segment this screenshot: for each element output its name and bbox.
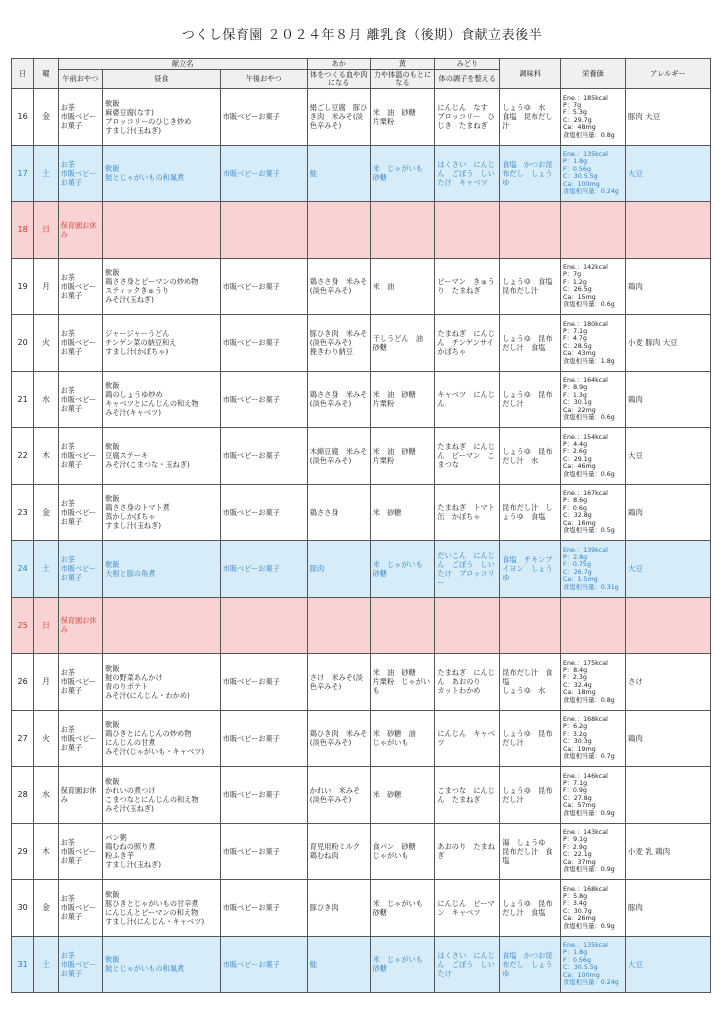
allergy-cell: 豚肉: [625, 880, 710, 937]
nutrition-cell: [561, 710, 626, 767]
lunch-cell: 軟飯 鮭とじゃがいもの和風煮: [103, 145, 221, 202]
pm-snack-cell: 市販ベビーお菓子: [220, 89, 307, 146]
header-weekday: 曜: [34, 59, 58, 89]
allergy-cell: [625, 202, 710, 259]
table-header: [12, 59, 711, 89]
header-yellow-sub: 力や体温のもとになる: [370, 70, 435, 89]
green-foods-cell: はくさい にんじん ごぼう しいたけ キャベツ: [435, 145, 500, 202]
table-row: [12, 541, 711, 598]
allergy-cell: [625, 767, 710, 824]
nutrition-cell: [561, 541, 626, 598]
lunch-cell: 軟飯 大根と豚の角煮: [103, 541, 221, 598]
pm-snack-cell: 市販ベビーお菓子: [220, 371, 307, 428]
table-row: [12, 484, 711, 541]
table-row: [12, 371, 711, 428]
red-foods-cell: [307, 597, 370, 654]
day-cell: 16: [12, 89, 34, 146]
am-snack-cell: お茶 市販ベビー お菓子: [58, 880, 103, 937]
red-foods-cell: 鮭: [307, 145, 370, 202]
weekday-cell: 火: [34, 710, 58, 767]
weekday-cell: 水: [34, 767, 58, 824]
seasoning-cell: 食塩 チキンブイヨン しょうゆ: [500, 541, 561, 598]
seasoning-cell: 昆布だし汁 しょうゆ 食塩: [500, 484, 561, 541]
am-snack-cell: 保育園お休み: [58, 767, 103, 824]
green-foods-cell: にんじん キャベツ: [435, 710, 500, 767]
salt-equivalent: 食塩相当量：0.24g: [563, 188, 619, 196]
allergy-cell: 小麦 乳 鶏肉: [625, 823, 710, 880]
nutrition-cell: [561, 880, 626, 937]
pm-snack-cell: 市販ベビーお菓子: [220, 880, 307, 937]
nutrition-cell: [561, 654, 626, 711]
nutrition-cell: [561, 484, 626, 541]
yellow-foods-cell: 米 油 砂糖 片栗粉: [370, 428, 435, 485]
nutrition-values: Ene.：135kcal P：1.8g F：0.56g C：30.5.5g Ca：100mg: [563, 942, 608, 979]
red-foods-cell: 育児用粉ミルク 鶏むね肉: [307, 823, 370, 880]
red-foods-cell: 豚肉: [307, 541, 370, 598]
day-cell: 24: [12, 541, 34, 598]
seasoning-cell: しょうゆ 昆布だし汁: [500, 710, 561, 767]
table-row: [12, 936, 711, 993]
weekday-cell: 日: [34, 202, 58, 259]
day-cell: 25: [12, 597, 34, 654]
header-day: 日: [12, 59, 34, 89]
nutrition-values: Ene.：168kcal P：5.8g F：3.4g C：30.7g Ca：26mg: [563, 885, 608, 923]
allergy-cell: 小麦 豚肉 大豆: [625, 315, 710, 372]
green-foods-cell: にんじん なす ブロッコリー ひじき たまねぎ: [435, 89, 500, 146]
red-foods-cell: 鶏ささ身 米みそ(淡色辛みそ): [307, 258, 370, 315]
nutrition-values: Ene.：154kcal P：4.4g F：2.6g C：29.1g Ca：46mg: [563, 433, 608, 471]
seasoning-cell: しょうゆ 昆布だし汁 食塩: [500, 880, 561, 937]
nutrition-cell: [561, 823, 626, 880]
day-cell: 23: [12, 484, 34, 541]
lunch-cell: [103, 597, 221, 654]
seasoning-cell: しょうゆ 昆布だし汁: [500, 767, 561, 824]
table-row: [12, 767, 711, 824]
green-foods-cell: たまねぎ にんじん チンゲンサイ かぼちゃ: [435, 315, 500, 372]
yellow-foods-cell: 米 じゃがいも 砂糖: [370, 936, 435, 993]
menu-table: [11, 58, 711, 993]
weekday-cell: 金: [34, 484, 58, 541]
am-snack-cell: お茶 市販ベビー お菓子: [58, 484, 103, 541]
red-foods-cell: 豚ひき肉: [307, 880, 370, 937]
header-yellow: 黄: [370, 59, 435, 70]
green-foods-cell: [435, 202, 500, 259]
header-menu: 献立名: [58, 59, 307, 70]
allergy-cell: 大豆: [625, 936, 710, 993]
day-cell: 27: [12, 710, 34, 767]
allergy-cell: 豚肉 大豆: [625, 89, 710, 146]
allergy-cell: さけ: [625, 654, 710, 711]
yellow-foods-cell: 食パン 砂糖 じゃがいも: [370, 823, 435, 880]
yellow-foods-cell: 米 砂糖: [370, 484, 435, 541]
allergy-cell: 鶏肉: [625, 484, 710, 541]
yellow-foods-cell: 米 じゃがいも 砂糖: [370, 541, 435, 598]
lunch-cell: 軟飯 豚ひきとじゃがいもの甘辛煮 にんじんとピーマンの和え物 すまし汁(にんじん・キャベツ): [103, 880, 221, 937]
lunch-cell: ジャージャーうどん チンゲン菜の納豆和え すまし汁(かぼちゃ): [103, 315, 221, 372]
pm-snack-cell: 市販ベビーお菓子: [220, 541, 307, 598]
seasoning-cell: しょうゆ 昆布だし汁: [500, 371, 561, 428]
allergy-cell: 鶏肉: [625, 371, 710, 428]
page-title: つくし保育園 ２０２４年８月 離乳食（後期）食献立表後半: [181, 28, 543, 43]
green-foods-cell: はくさい にんじん ごぼう しいたけ: [435, 936, 500, 993]
am-snack-cell: お茶 市販ベビー お菓子: [58, 315, 103, 372]
nutrition-cell: [561, 89, 626, 146]
day-cell: 17: [12, 145, 34, 202]
salt-equivalent: 食塩相当量：0.6g: [563, 414, 615, 422]
allergy-cell: 大豆: [625, 541, 710, 598]
salt-equivalent: 食塩相当量：0.8g: [563, 696, 615, 704]
nutrition-cell: [561, 315, 626, 372]
red-foods-cell: 木綿豆腐 米みそ(淡色辛みそ): [307, 428, 370, 485]
header-seasoning: 調味料: [500, 59, 561, 89]
lunch-cell: [103, 202, 221, 259]
lunch-cell: 軟飯 麻婆豆腐(なす) ブロッコリーのひじき炒め すまし汁(玉ねぎ): [103, 89, 221, 146]
red-foods-cell: 絹ごし豆腐 豚ひき肉 米みそ(淡色辛みそ): [307, 89, 370, 146]
seasoning-cell: しょうゆ 昆布だし汁 水: [500, 428, 561, 485]
yellow-foods-cell: 米 じゃがいも 砂糖: [370, 145, 435, 202]
nutrition-values: Ene.：143kcal P：9.1g F：2.9g C：22.1g Ca：37mg: [563, 829, 608, 866]
nutrition-values: Ene.：180kcal P：7.1g F：4.7g C：28.5g Ca：43mg: [563, 320, 608, 358]
green-foods-cell: たまねぎ にんじん ピーマン こまつな: [435, 428, 500, 485]
header-pm-snack: 午後おやつ: [220, 70, 307, 89]
green-foods-cell: ピーマン きゅうり たまねぎ: [435, 258, 500, 315]
yellow-foods-cell: 米 油: [370, 258, 435, 315]
pm-snack-cell: [220, 597, 307, 654]
header-allergy: アレルギー: [625, 59, 710, 89]
lunch-cell: パン粥 鶏むねの照り煮 粉ふき芋 すまし汁(玉ねぎ): [103, 823, 221, 880]
pm-snack-cell: 市販ベビーお菓子: [220, 936, 307, 993]
lunch-cell: 軟飯 鶏ひきとにんじんの炒め物 にんじんの甘煮 みそ汁(じゃがいも・キャベツ): [103, 710, 221, 767]
red-foods-cell: 鮭: [307, 936, 370, 993]
lunch-cell: 軟飯 鶏ささ身のトマト煮 蒸かしかぼちゃ すまし汁(玉ねぎ): [103, 484, 221, 541]
header-green-sub: 体の調子を整える: [435, 70, 500, 89]
pm-snack-cell: 市販ベビーお菓子: [220, 258, 307, 315]
header-red-sub: 体をつくる血や肉になる: [307, 70, 370, 89]
nutrition-cell: [561, 767, 626, 824]
weekday-cell: 木: [34, 823, 58, 880]
pm-snack-cell: [220, 202, 307, 259]
salt-equivalent: 食塩相当量：0.24g: [563, 979, 619, 987]
am-snack-cell: お茶 市販ベビー お菓子: [58, 710, 103, 767]
weekday-cell: 水: [34, 371, 58, 428]
lunch-cell: 軟飯 鶏ささ身とピーマンの炒め物 スティックきゅうり みそ汁(玉ねぎ): [103, 258, 221, 315]
nutrition-cell: [561, 258, 626, 315]
weekday-cell: 土: [34, 145, 58, 202]
weekday-cell: 月: [34, 258, 58, 315]
am-snack-cell: お茶 市販ベビー お菓子: [58, 89, 103, 146]
salt-equivalent: 食塩相当量：0.9g: [563, 809, 615, 817]
table-row: [12, 428, 711, 485]
green-foods-cell: たまねぎ トマト缶 かぼちゃ: [435, 484, 500, 541]
table-row: [12, 315, 711, 372]
pm-snack-cell: 市販ベビーお菓子: [220, 315, 307, 372]
allergy-cell: [625, 597, 710, 654]
nutrition-cell: [561, 936, 626, 993]
lunch-cell: 軟飯 鮭の野菜あんかけ 青のりポテト みそ汁(にんじん・わかめ): [103, 654, 221, 711]
yellow-foods-cell: 干しうどん 油 砂糖: [370, 315, 435, 372]
nutrition-values: Ene.：175kcal P：8.4g F：2.3g C：32.4g Ca：18mg: [563, 659, 608, 697]
nutrition-values: Ene.：185kcal P：7g F：5.3g C：29.7g Ca：48mg: [563, 94, 608, 132]
seasoning-cell: 昆布だし汁 食塩 しょうゆ 水: [500, 654, 561, 711]
pm-snack-cell: 市販ベビーお菓子: [220, 767, 307, 824]
yellow-foods-cell: 米 じゃがいも 砂糖: [370, 880, 435, 937]
day-cell: 22: [12, 428, 34, 485]
lunch-cell: 軟飯 鶏のしょうゆ炒め キャベツとにんじんの和え物 みそ汁(キャベツ): [103, 371, 221, 428]
yellow-foods-cell: 米 油 砂糖 片栗粉: [370, 371, 435, 428]
weekday-cell: 日: [34, 597, 58, 654]
weekday-cell: 月: [34, 654, 58, 711]
nutrition-values: Ene.：168kcal P：6.2g F：3.2g C：30.3g Ca：19mg: [563, 716, 608, 753]
red-foods-cell: 鶏ささ身: [307, 484, 370, 541]
header-nutrition: 栄養価: [561, 59, 626, 89]
table-row: [12, 710, 711, 767]
table-row: [12, 89, 711, 146]
day-cell: 18: [12, 202, 34, 259]
header-red: あか: [307, 59, 370, 70]
nutrition-cell: [561, 202, 626, 259]
day-cell: 19: [12, 258, 34, 315]
allergy-cell: 鶏肉: [625, 258, 710, 315]
red-foods-cell: さけ 米みそ(淡色辛みそ): [307, 654, 370, 711]
salt-equivalent: 食塩相当量：0.8g: [563, 131, 615, 139]
table-row: [12, 597, 711, 654]
am-snack-cell: お茶 市販ベビー お菓子: [58, 428, 103, 485]
red-foods-cell: 豚ひき肉 米みそ(淡色辛みそ) 挽きわり納豆: [307, 315, 370, 372]
am-snack-cell: お茶 市販ベビー お菓子: [58, 541, 103, 598]
pm-snack-cell: 市販ベビーお菓子: [220, 484, 307, 541]
allergy-cell: 大豆: [625, 428, 710, 485]
red-foods-cell: 鶏ささ身 米みそ(淡色辛みそ): [307, 371, 370, 428]
salt-equivalent: 食塩相当量：0.5g: [563, 527, 615, 535]
red-foods-cell: 鶏ひき肉 米みそ(淡色辛みそ): [307, 710, 370, 767]
table-row: [12, 202, 711, 259]
table-row: [12, 145, 711, 202]
green-foods-cell: [435, 597, 500, 654]
allergy-cell: 鶏肉: [625, 710, 710, 767]
nutrition-cell: [561, 145, 626, 202]
weekday-cell: 火: [34, 315, 58, 372]
salt-equivalent: 食塩相当量：1.8g: [563, 357, 615, 365]
nutrition-values: Ene.：135kcal P：1.8g F：0.56g C：30.5.5g Ca：100mg: [563, 151, 608, 188]
red-foods-cell: [307, 202, 370, 259]
salt-equivalent: 食塩相当量：0.6g: [563, 301, 615, 309]
table-row: [12, 258, 711, 315]
header-lunch: 昼食: [103, 70, 221, 89]
red-foods-cell: かれい 米みそ(淡色辛みそ): [307, 767, 370, 824]
day-cell: 21: [12, 371, 34, 428]
table-row: [12, 823, 711, 880]
am-snack-cell: お茶 市販ベビー お菓子: [58, 371, 103, 428]
nutrition-cell: [561, 371, 626, 428]
seasoning-cell: しょうゆ 食塩 昆布だし汁: [500, 258, 561, 315]
weekday-cell: 土: [34, 541, 58, 598]
table-body: [12, 89, 711, 993]
nutrition-cell: [561, 428, 626, 485]
yellow-foods-cell: 米 油 砂糖 片栗粉: [370, 89, 435, 146]
am-snack-cell: お茶 市販ベビー お菓子: [58, 936, 103, 993]
pm-snack-cell: 市販ベビーお菓子: [220, 823, 307, 880]
header-am-snack: 午前おやつ: [58, 70, 103, 89]
green-foods-cell: キャベツ にんじん: [435, 371, 500, 428]
salt-equivalent: 食塩相当量：0.9g: [563, 866, 615, 874]
am-snack-cell: お茶 市販ベビー お菓子: [58, 654, 103, 711]
table-row: [12, 654, 711, 711]
yellow-foods-cell: 米 油 砂糖 片栗粉 じゃがいも: [370, 654, 435, 711]
day-cell: 29: [12, 823, 34, 880]
lunch-cell: 軟飯 かれいの煮つけ こまつなとにんじんの和え物 みそ汁(玉ねぎ): [103, 767, 221, 824]
yellow-foods-cell: [370, 597, 435, 654]
lunch-cell: 軟飯 鮭とじゃがいもの和風煮: [103, 936, 221, 993]
salt-equivalent: 食塩相当量：0.31g: [563, 583, 619, 591]
yellow-foods-cell: 米 砂糖 油 じゃがいも: [370, 710, 435, 767]
salt-equivalent: 食塩相当量：0.7g: [563, 753, 615, 761]
day-cell: 20: [12, 315, 34, 372]
nutrition-values: Ene.：164kcal P：8.9g F：1.3g C：30.1g Ca：22mg: [563, 377, 608, 414]
green-foods-cell: にんじん ピーマン キャベツ: [435, 880, 500, 937]
nutrition-values: Ene.：142kcal P：7g F：1.2g C：26.5g Ca：15mg: [563, 264, 608, 301]
pm-snack-cell: 市販ベビーお菓子: [220, 145, 307, 202]
allergy-cell: 大豆: [625, 145, 710, 202]
green-foods-cell: こまつな にんじん たまねぎ: [435, 767, 500, 824]
yellow-foods-cell: 米 砂糖: [370, 767, 435, 824]
am-snack-cell: お茶 市販ベビー お菓子: [58, 823, 103, 880]
pm-snack-cell: 市販ベビーお菓子: [220, 654, 307, 711]
seasoning-cell: 食塩 かつお昆布だし しょうゆ: [500, 145, 561, 202]
day-cell: 31: [12, 936, 34, 993]
nutrition-values: Ene.：167kcal P：8.6g F：0.6g C：32.8g Ca：16mg: [563, 490, 608, 527]
day-cell: 26: [12, 654, 34, 711]
seasoning-cell: [500, 202, 561, 259]
weekday-cell: 金: [34, 880, 58, 937]
lunch-cell: 軟飯 豆腐ステーキ みそ汁(こまつな・玉ねぎ): [103, 428, 221, 485]
header-green: みどり: [435, 59, 500, 70]
table-row: [12, 880, 711, 937]
seasoning-cell: [500, 597, 561, 654]
seasoning-cell: 湯 しょうゆ 昆布だし汁 食塩: [500, 823, 561, 880]
pm-snack-cell: 市販ベビーお菓子: [220, 710, 307, 767]
salt-equivalent: 食塩相当量：0.6g: [563, 470, 615, 478]
green-foods-cell: だいこん にんじん ごぼう しいたけ ブロッコリー: [435, 541, 500, 598]
day-cell: 30: [12, 880, 34, 937]
am-snack-cell: 保育園お休み: [58, 202, 103, 259]
nutrition-values: Ene.：139kcal P：2.8g F：0.75g C：26.7g Ca：1.5mg: [563, 546, 608, 584]
weekday-cell: 木: [34, 428, 58, 485]
green-foods-cell: あおのり たまねぎ: [435, 823, 500, 880]
green-foods-cell: たまねぎ にんじん あおのり カットわかめ: [435, 654, 500, 711]
pm-snack-cell: 市販ベビーお菓子: [220, 428, 307, 485]
nutrition-cell: [561, 597, 626, 654]
nutrition-values: Ene.：146kcal P：7.1g F：0.9g C：27.8g Ca：57mg: [563, 772, 608, 810]
am-snack-cell: お茶 市販ベビー お菓子: [58, 145, 103, 202]
am-snack-cell: お茶 市販ベビー お菓子: [58, 258, 103, 315]
seasoning-cell: しょうゆ 水 食塩 昆布だし汁: [500, 89, 561, 146]
yellow-foods-cell: [370, 202, 435, 259]
seasoning-cell: しょうゆ 昆布だし汁 食塩: [500, 315, 561, 372]
day-cell: 28: [12, 767, 34, 824]
seasoning-cell: 食塩 かつお昆布だし しょうゆ: [500, 936, 561, 993]
weekday-cell: 土: [34, 936, 58, 993]
weekday-cell: 金: [34, 89, 58, 146]
am-snack-cell: 保育園お休み: [58, 597, 103, 654]
salt-equivalent: 食塩相当量：0.9g: [563, 922, 615, 930]
